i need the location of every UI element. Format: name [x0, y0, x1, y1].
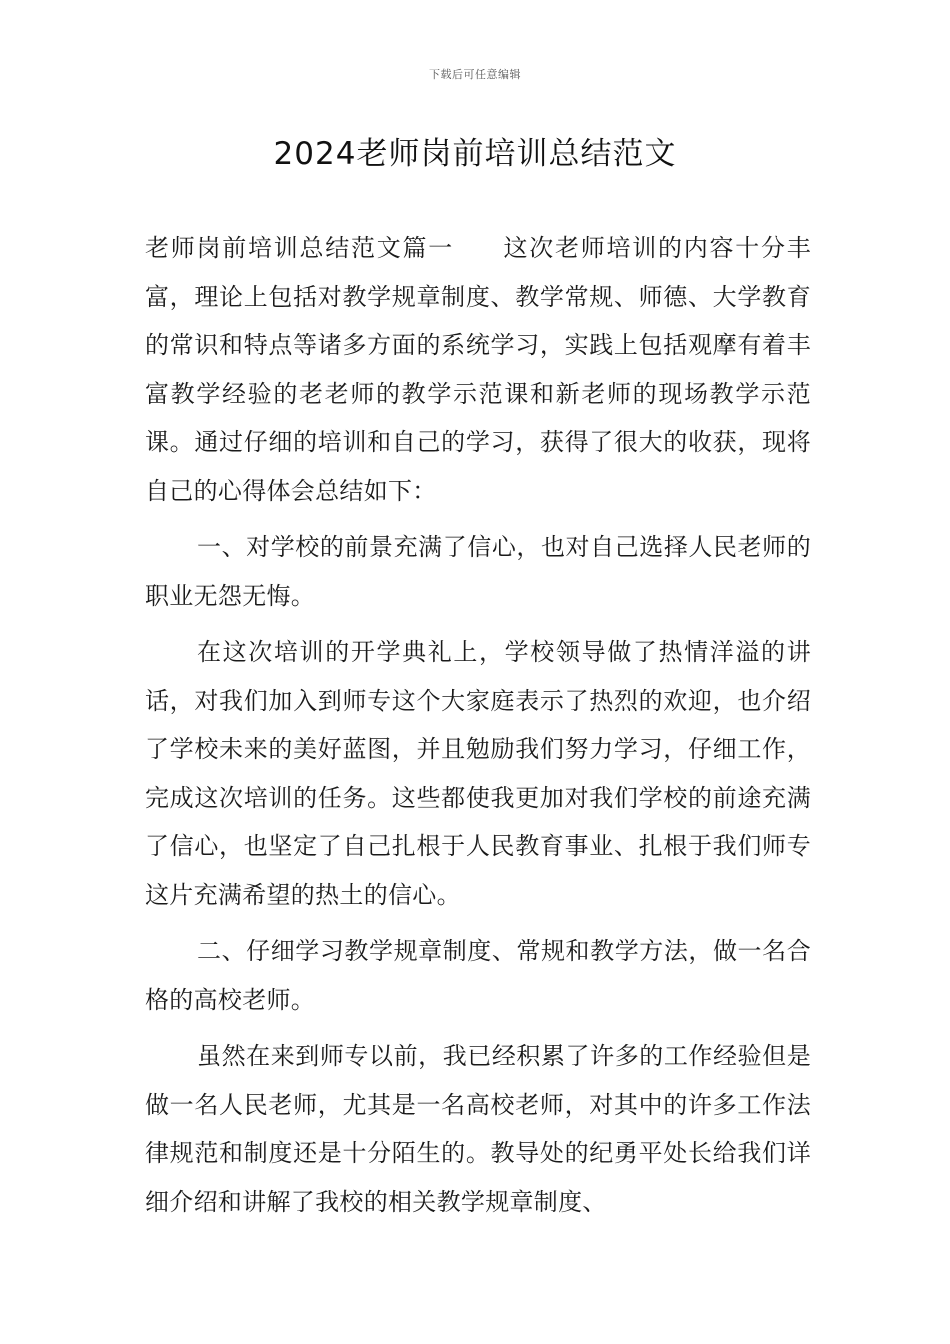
section-lead: 老师岗前培训总结范文篇一 [145, 234, 454, 262]
paragraph-5: 虽然在来到师专以前，我已经积累了许多的工作经验但是做一名人民老师，尤其是一名高校老师，对其中的许多工作法律规范和制度还是十分陌生的。教导处的纪勇平处长给我们详细介绍和讲解了我校的相关教学规章制度、 [145, 1042, 811, 1216]
document-title: 2024老师岗前培训总结范文 [273, 136, 677, 172]
document-body [145, 224, 811, 1234]
header-note: 下载后可任意编辑 [429, 68, 521, 81]
paragraph-1 [145, 224, 811, 515]
paragraph-4: 二、仔细学习教学规章制度、常规和教学方法，做一名合格的高校老师。 [145, 937, 811, 1014]
paragraph-2: 一、对学校的前景充满了信心，也对自己选择人民老师的职业无怨无悔。 [145, 533, 811, 610]
paragraph-3: 在这次培训的开学典礼上，学校领导做了热情洋溢的讲话，对我们加入到师专这个大家庭表示了热烈的欢迎，也介绍了学校未来的美好蓝图，并且勉励我们努力学习，仔细工作，完成这次培训的任务。这些都使我更加对我们学校的前途充满了信心，也坚定了自己扎根于人民教育事业、扎根于我们师专这片充满希望的热土的信心。 [145, 638, 811, 909]
paragraph-1-text: 这次老师培训的内容十分丰富，理论上包括对教学规章制度、教学常规、师德、大学教育的常识和特点等诸多方面的系统学习，实践上包括观摩有着丰富教学经验的老老师的教学示范课和新老师的现场教学示范课。通过仔细的培训和自己的学习，获得了很大的收获，现将自己的心得体会总结如下： [145, 234, 811, 505]
